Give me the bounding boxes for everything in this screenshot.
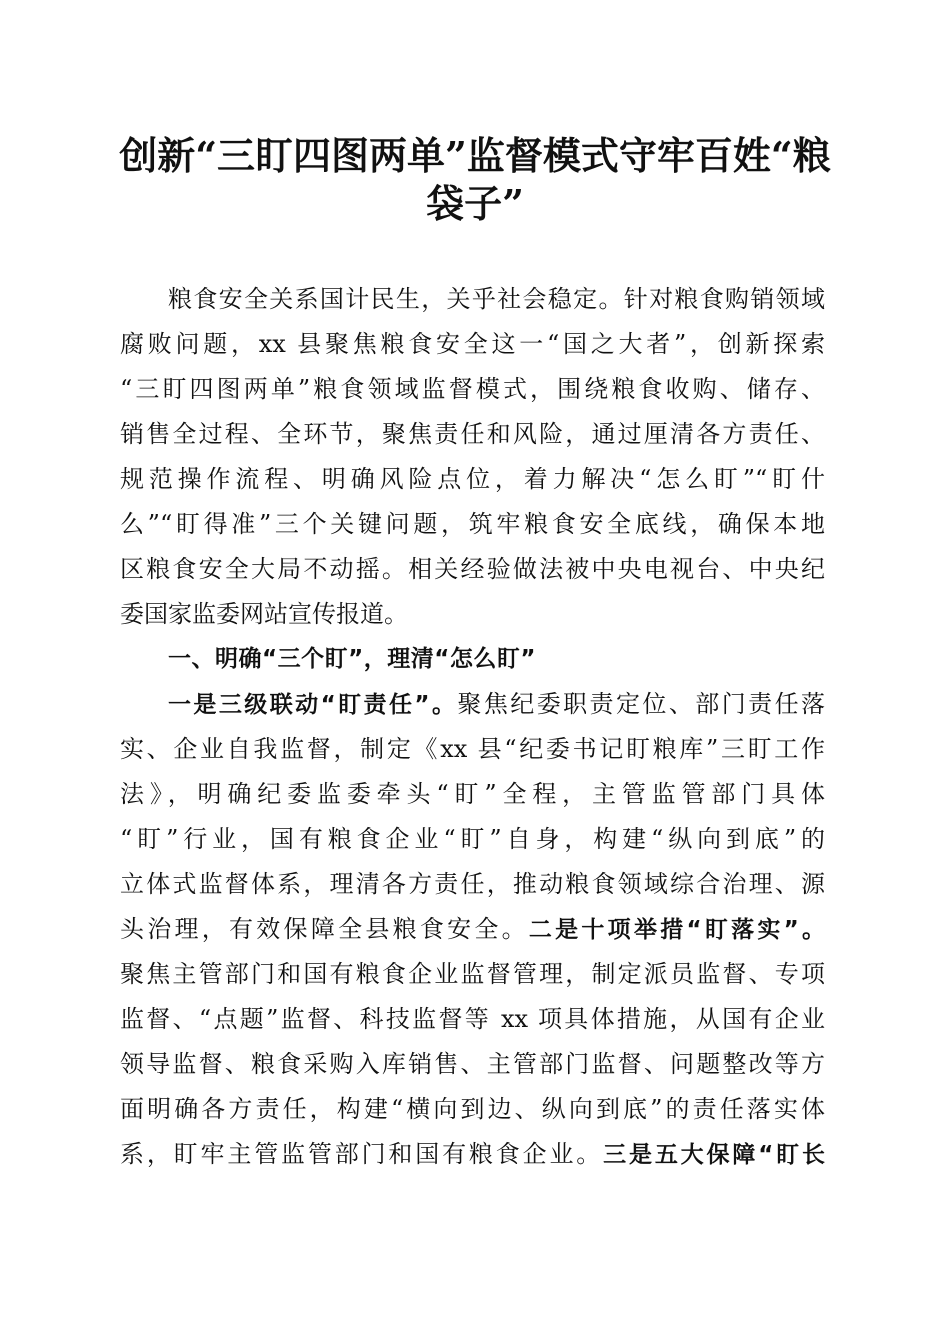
- paragraph-line: 监督、“点题”监督、科技监督等 xx 项具体措施，从国有企业: [120, 1005, 825, 1033]
- paragraph-line: 腐败问题，xx 县聚焦粮食安全这一“国之大者”，创新探索: [120, 330, 825, 358]
- paragraph-line: 粮食安全关系国计民生，关乎社会稳定。针对粮食购销领域: [168, 285, 825, 313]
- paragraph-line: 立体式监督体系，理清各方责任，推动粮食领域综合治理、源: [120, 870, 825, 898]
- paragraph-line: [120, 682, 825, 727]
- paragraph-line: 规范操作流程、明确风险点位，着力解决“怎么盯”“盯什: [120, 465, 825, 493]
- text-run: 头治理，有效保障全县粮食安全。: [120, 915, 529, 943]
- bold-lead: 二是十项举措“盯落实”。: [528, 917, 826, 943]
- paragraph-line: [120, 907, 825, 952]
- paragraph-line: 销售全过程、全环节，聚焦责任和风险，通过厘清各方责任、: [120, 420, 825, 448]
- paragraph-line: 领导监督、粮食采购入库销售、主管部门监督、问题整改等方: [120, 1050, 825, 1078]
- bold-lead: 三是五大保障“盯长: [603, 1142, 826, 1168]
- bold-lead: 一是三级联动“盯责任”。: [168, 692, 458, 718]
- section-heading: 一、明确“三个盯”，理清“怎么盯”: [168, 646, 536, 672]
- document-body: [120, 277, 825, 1177]
- paragraph-line: 委国家监委网站宣传报道。: [120, 600, 408, 628]
- paragraph-line: 实、企业自我监督，制定《xx 县“纪委书记盯粮库”三盯工作: [120, 735, 825, 763]
- paragraph-line: 聚焦主管部门和国有粮食企业监督管理，制定派员监督、专项: [120, 960, 825, 988]
- text-run: 系，盯牢主管监管部门和国有粮食企业。: [120, 1140, 604, 1168]
- paragraph-line: “盯”行业，国有粮食企业“盯”自身，构建“纵向到底”的: [120, 825, 825, 853]
- document-title: [100, 132, 850, 228]
- text-run: 聚焦纪委职责定位、部门责任落: [457, 690, 826, 718]
- paragraph-line: 法》，明确纪委监委牵头“盯”全程，主管监管部门具体: [120, 780, 825, 808]
- paragraph-line: 区粮食安全大局不动摇。相关经验做法被中央电视台、中央纪: [120, 555, 825, 583]
- title-line: 袋子”: [426, 181, 524, 226]
- paragraph-line: 面明确各方责任，构建“横向到边、纵向到底”的责任落实体: [120, 1095, 825, 1123]
- paragraph-line: [120, 1132, 825, 1177]
- paragraph-line: 么”“盯得准”三个关键问题，筑牢粮食安全底线，确保本地: [120, 510, 825, 538]
- paragraph-line: “三盯四图两单”粮食领域监督模式，围绕粮食收购、储存、: [120, 375, 825, 403]
- title-line: 创新“三盯四图两单”监督模式守牢百姓“粮: [119, 133, 831, 178]
